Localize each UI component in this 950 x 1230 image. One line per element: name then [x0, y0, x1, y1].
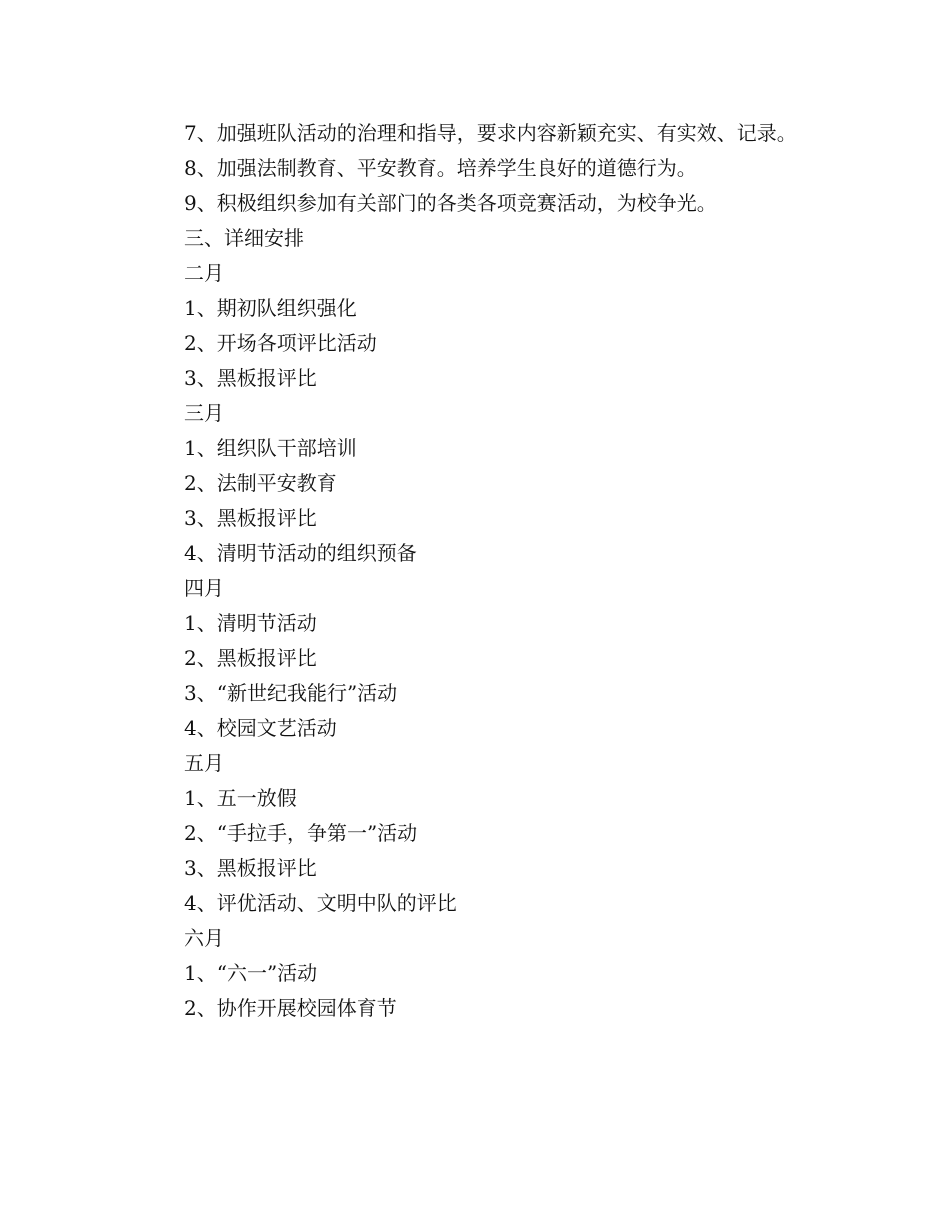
- month-heading-feb: 二月: [184, 261, 224, 285]
- list-item: 3、黑板报评比: [184, 366, 317, 390]
- paragraph-item-7: 7、加强班队活动的治理和指导，要求内容新颖充实、有实效、记录。: [184, 121, 797, 145]
- month-heading-may: 五月: [184, 751, 224, 775]
- list-item: 2、协作开展校园体育节: [184, 996, 397, 1020]
- list-item: 2、“手拉手，争第一”活动: [184, 821, 418, 845]
- list-item: 4、校园文艺活动: [184, 716, 337, 740]
- list-item: 2、黑板报评比: [184, 646, 317, 670]
- list-item: 3、“新世纪我能行”活动: [184, 681, 398, 705]
- paragraph-item-8: 8、加强法制教育、平安教育。培养学生良好的道德行为。: [184, 156, 697, 180]
- list-item: 1、期初队组织强化: [184, 296, 357, 320]
- list-item: 1、五一放假: [184, 786, 297, 810]
- list-item: 1、清明节活动: [184, 611, 317, 635]
- month-heading-apr: 四月: [184, 576, 224, 600]
- list-item: 1、“六一”活动: [184, 961, 318, 985]
- list-item: 3、黑板报评比: [184, 856, 317, 880]
- list-item: 4、清明节活动的组织预备: [184, 541, 417, 565]
- section-heading: 三、详细安排: [184, 226, 304, 250]
- paragraph-item-9: 9、积极组织参加有关部门的各类各项竞赛活动，为校争光。: [184, 191, 717, 215]
- list-item: 2、法制平安教育: [184, 471, 337, 495]
- list-item: 1、组织队干部培训: [184, 436, 357, 460]
- list-item: 2、开场各项评比活动: [184, 331, 377, 355]
- list-item: 3、黑板报评比: [184, 506, 317, 530]
- month-heading-jun: 六月: [184, 926, 224, 950]
- month-heading-mar: 三月: [184, 401, 224, 425]
- document-body: [140, 116, 812, 1026]
- list-item: 4、评优活动、文明中队的评比: [184, 891, 457, 915]
